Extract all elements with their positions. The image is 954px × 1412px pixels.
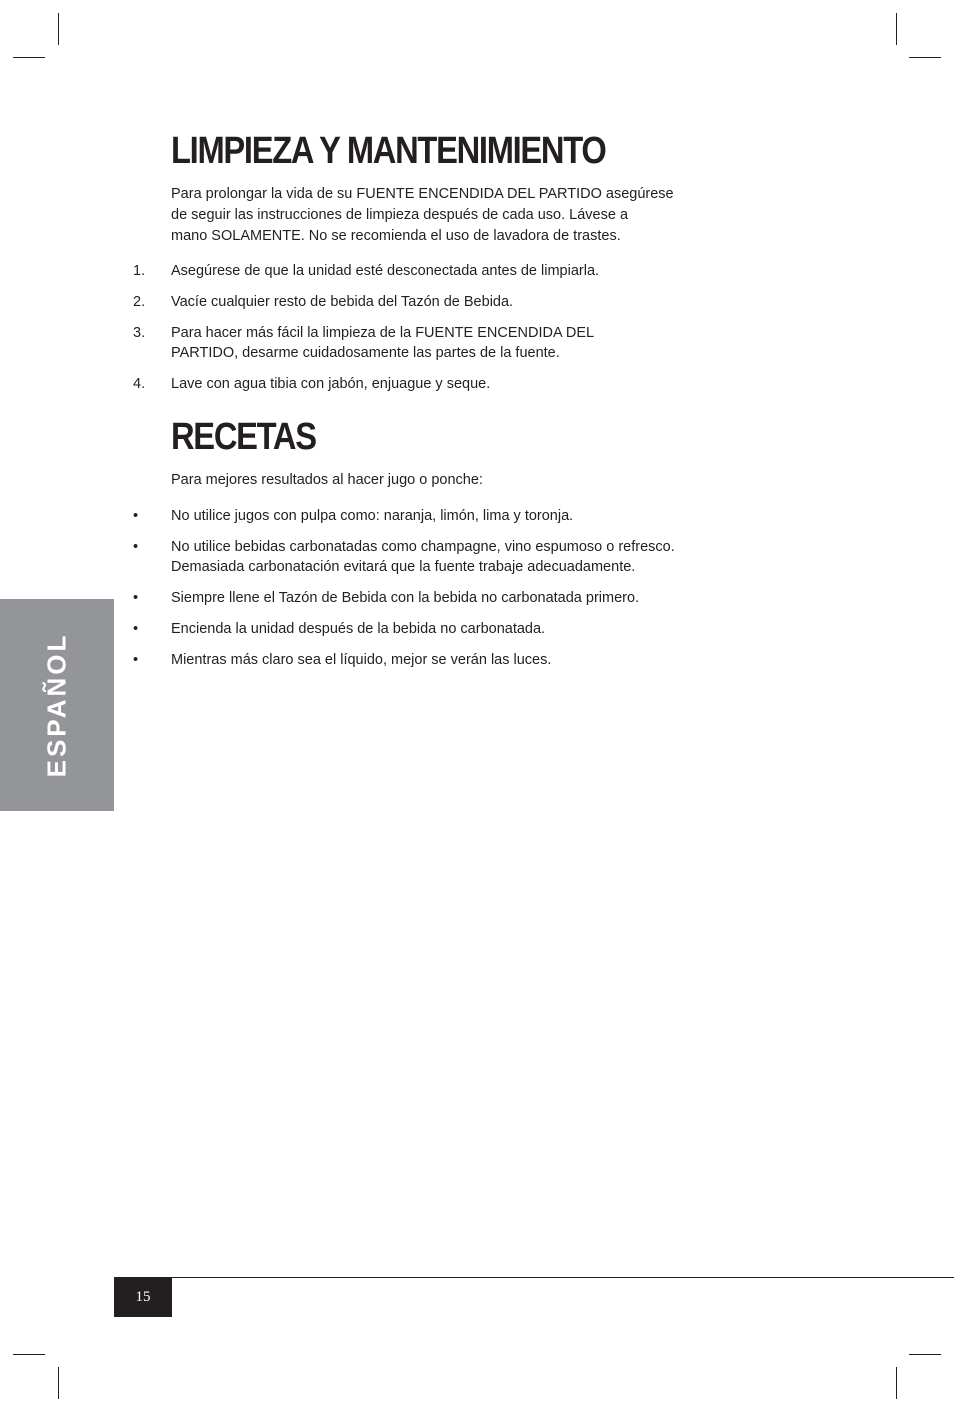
tip-text <box>171 619 545 639</box>
step-text <box>171 323 594 363</box>
crop-mark-bottom-right-v <box>896 1367 897 1399</box>
recipes-intro <box>171 470 483 491</box>
cleaning-intro-line: mano SOLAMENTE. No se recomienda el uso de lavadora de trastes. <box>171 228 621 244</box>
crop-mark-top-left-v <box>58 13 59 45</box>
footer-rule <box>114 1277 954 1278</box>
bullet-icon: • <box>133 652 139 668</box>
tip-text <box>171 650 551 670</box>
crop-mark-top-right-v <box>896 13 897 45</box>
step-text <box>171 292 513 312</box>
cleaning-heading: LIMPIEZA Y MANTENIMIENTO <box>171 130 606 172</box>
crop-mark-bottom-left-h <box>13 1354 45 1355</box>
bullet-icon: • <box>133 590 139 606</box>
tip-text-line: Siempre llene el Tazón de Bebida con la bebida no carbonatada primero. <box>171 590 640 606</box>
tip-text-line: Demasiada carbonatación evitará que la fuente trabaje adecuadamente. <box>171 559 636 575</box>
step-text-line: Asegúrese de que la unidad esté desconectada antes de limpiarla. <box>171 263 600 279</box>
language-label: ESPAÑOL <box>41 632 72 778</box>
tip-text-line: No utilice jugos con pulpa como: naranja, limón, lima y toronja. <box>171 508 574 524</box>
cleaning-intro-line: de seguir las instrucciones de limpieza después de cada uso. Lávese a <box>171 207 629 223</box>
page-number: 15 <box>114 1277 172 1317</box>
step-text-line: Lave con agua tibia con jabón, enjuague y seque. <box>171 376 491 392</box>
tip-text <box>171 506 573 526</box>
cleaning-intro-line: Para prolongar la vida de su FUENTE ENCENDIDA DEL PARTIDO asegúrese <box>171 186 674 202</box>
crop-mark-bottom-left-v <box>58 1367 59 1399</box>
step-number: 1. <box>133 263 146 279</box>
step-text-line: Para hacer más fácil la limpieza de la FUENTE ENCENDIDA DEL <box>171 325 595 341</box>
bullet-icon: • <box>133 539 139 555</box>
crop-mark-top-left-h <box>13 57 45 58</box>
step-text <box>171 374 490 394</box>
language-side-tab <box>0 599 114 811</box>
step-text-line: PARTIDO, desarme cuidadosamente las partes de la fuente. <box>171 345 560 361</box>
cleaning-intro <box>171 184 674 247</box>
step-number: 2. <box>133 294 146 310</box>
tip-text-line: No utilice bebidas carbonatadas como champagne, vino espumoso o refresco. <box>171 539 675 555</box>
step-text-line: Vacíe cualquier resto de bebida del Tazón de Bebida. <box>171 294 514 310</box>
tip-text <box>171 537 675 577</box>
tip-text <box>171 588 639 608</box>
tip-text-line: Encienda la unidad después de la bebida no carbonatada. <box>171 621 546 637</box>
step-text <box>171 261 599 281</box>
tip-text-line: Mientras más claro sea el líquido, mejor se verán las luces. <box>171 652 552 668</box>
step-number: 4. <box>133 376 146 392</box>
step-number: 3. <box>133 325 146 341</box>
crop-mark-top-right-h <box>909 57 941 58</box>
recipes-intro-line: Para mejores resultados al hacer jugo o ponche: <box>171 472 483 488</box>
bullet-icon: • <box>133 621 139 637</box>
crop-mark-bottom-right-h <box>909 1354 941 1355</box>
bullet-icon: • <box>133 508 139 524</box>
recipes-heading: RECETAS <box>171 416 316 458</box>
